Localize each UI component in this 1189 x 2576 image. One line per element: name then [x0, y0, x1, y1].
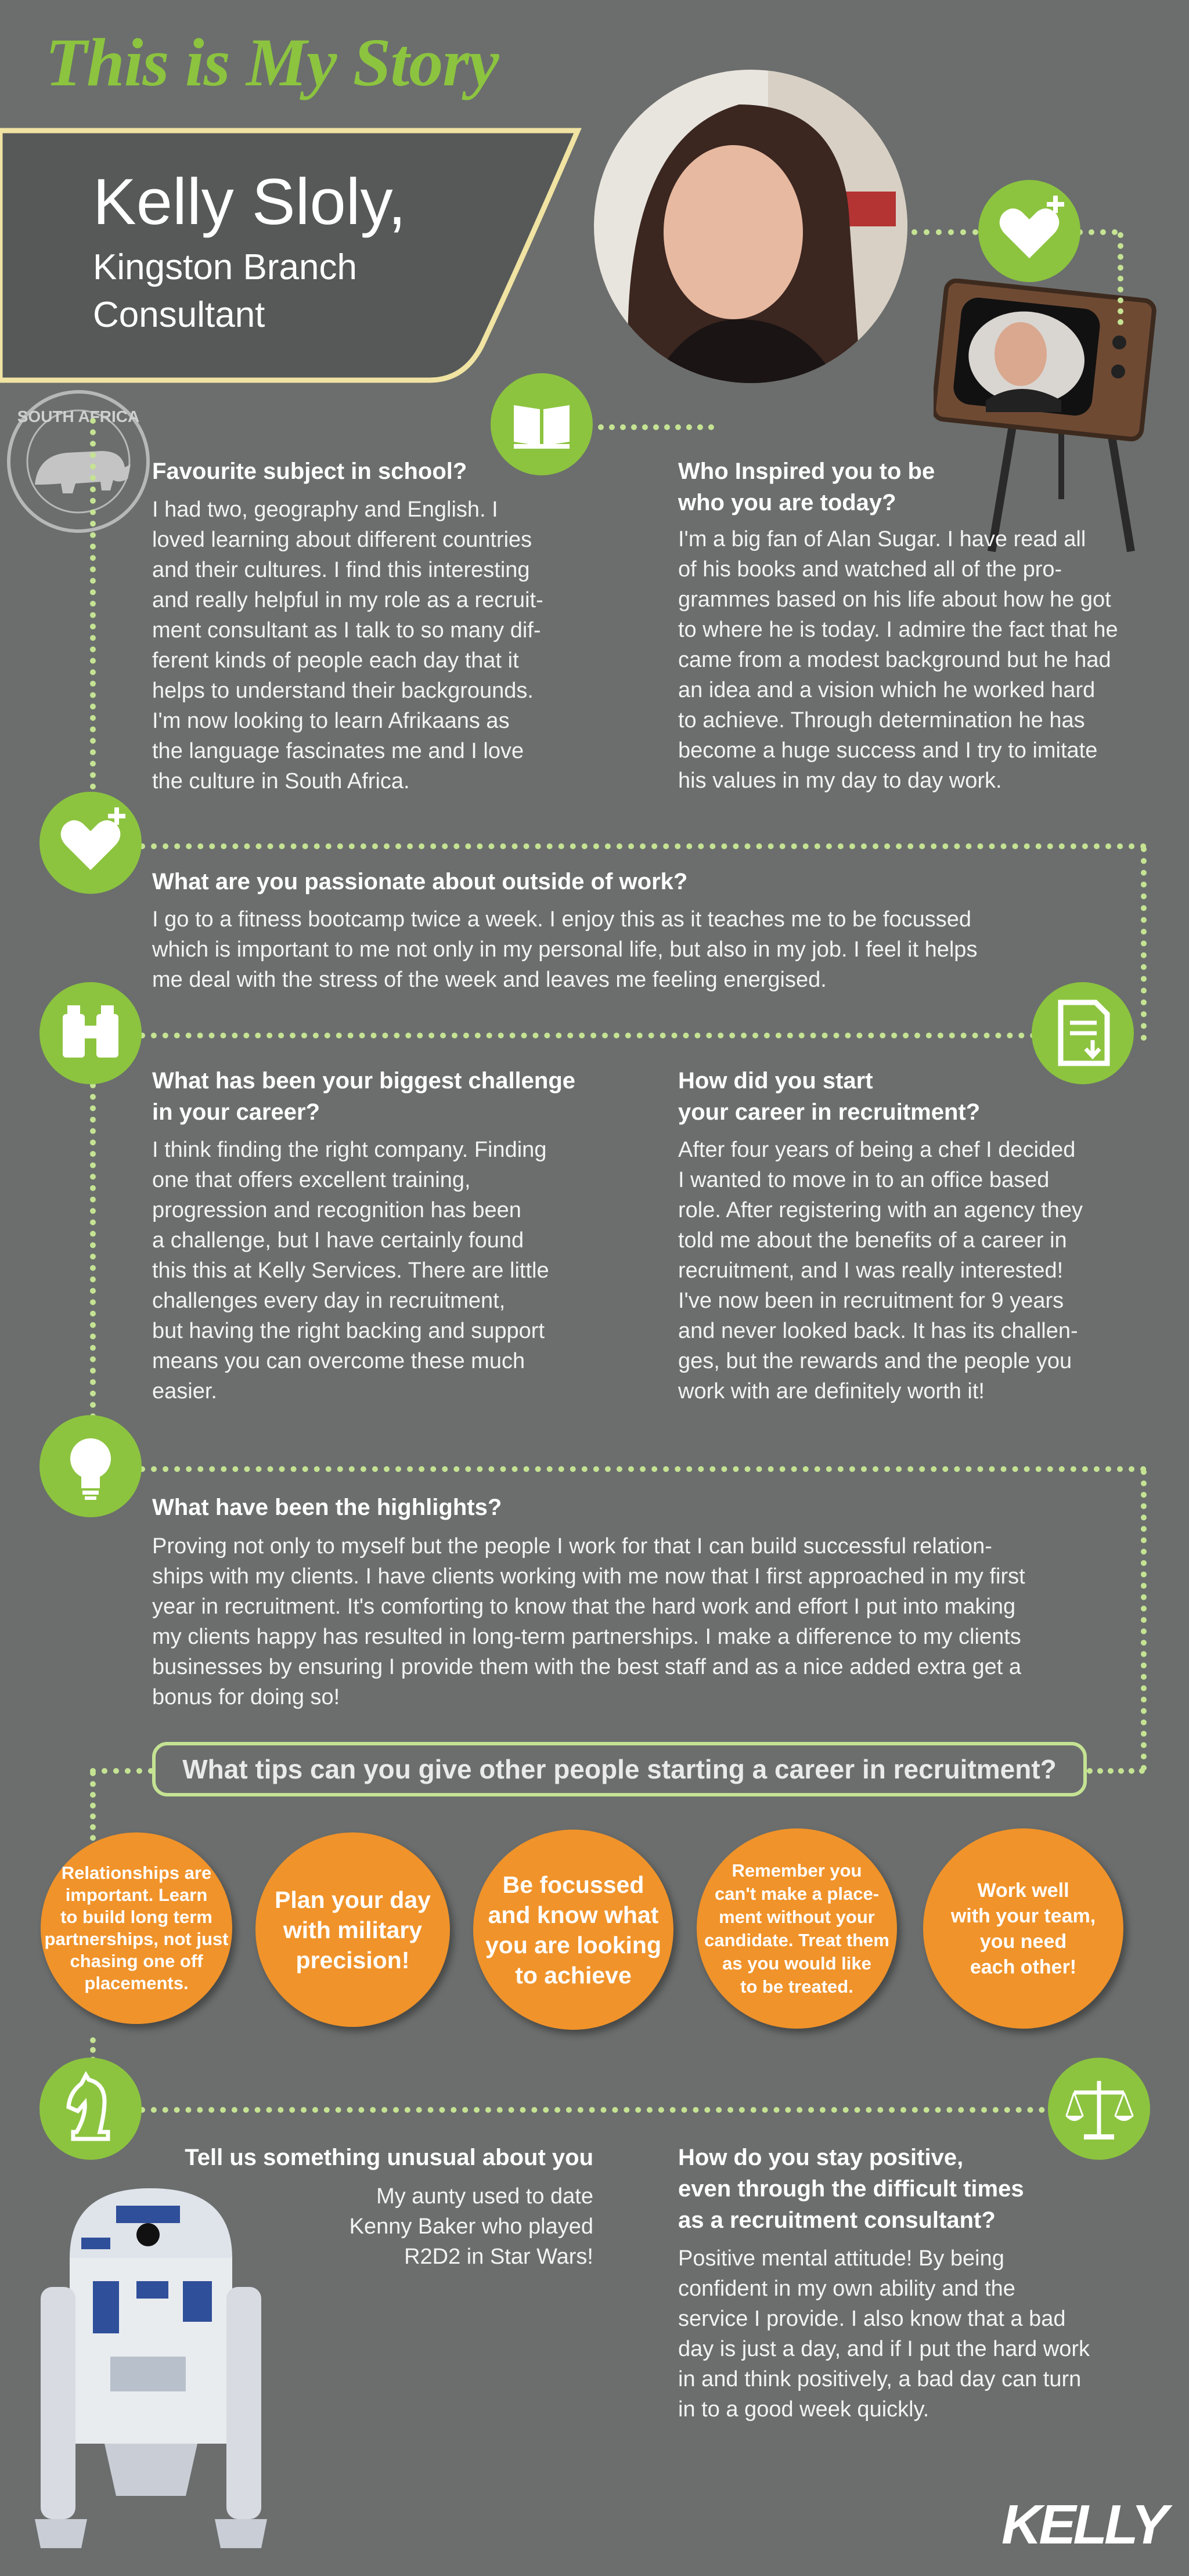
- question-start: [678, 1065, 1119, 1128]
- question-inspired: [678, 456, 1026, 518]
- answer-line: I wanted to move in to an office based: [678, 1168, 1050, 1192]
- answer-line: R2D2 in Star Wars!: [404, 2245, 593, 2269]
- question-tips: What tips can you give other people starting a career in recruitment?: [182, 1754, 1057, 1784]
- answer-highlights: [152, 1531, 1127, 1712]
- answer-line: which is important to me not only in my personal life, but also in my job. I feel it helps: [152, 937, 978, 962]
- lightbulb-icon: [39, 1415, 142, 1517]
- answer-line: Kenny Baker who played: [349, 2214, 593, 2239]
- answer-line: helps to understand their backgrounds.: [152, 679, 534, 703]
- question-line: even through the difficult times: [678, 2176, 1024, 2202]
- role-line: Consultant: [93, 295, 265, 335]
- answer-line: I go to a fitness bootcamp twice a week. I enjoy this as it teaches me to be focussed: [152, 907, 971, 932]
- person-name: Kelly Sloly,: [93, 165, 406, 238]
- tip-circle: [697, 1828, 897, 2029]
- profile-photo: [594, 70, 907, 383]
- dotted-connector: [1141, 846, 1147, 1041]
- answer-line: become a huge success and I try to imitate: [678, 738, 1098, 763]
- tip-line: Relationships are: [61, 1863, 212, 1883]
- answer-line: told me about the benefits of a career in: [678, 1228, 1067, 1253]
- question-line: your career in recruitment?: [678, 1099, 981, 1125]
- answer-line: year in recruitment. It's comforting to know that the hard work and effort I put into making: [152, 1594, 1016, 1619]
- answer-line: the culture in South Africa.: [152, 769, 410, 793]
- question-line: What has been your biggest challenge: [152, 1068, 576, 1094]
- answer-line: My aunty used to date: [376, 2184, 593, 2209]
- answer-line: day is just a day, and if I put the hard work: [678, 2337, 1090, 2361]
- dotted-connector: [90, 418, 96, 801]
- answer-line: work with are definitely worth it!: [678, 1379, 985, 1404]
- question-positive: [678, 2142, 1119, 2236]
- answer-line: role. After registering with an agency they: [678, 1198, 1083, 1222]
- heart-plus-icon: [978, 180, 1080, 282]
- tip-line: precision!: [296, 1946, 410, 1974]
- answer-line: ferent kinds of people each day that it: [152, 648, 519, 673]
- tip-line: important. Learn: [65, 1885, 208, 1905]
- answer-line: his values in my day to day work.: [678, 769, 1002, 793]
- robot-icon: [35, 2171, 279, 2554]
- answer-line: After four years of being a chef I decided: [678, 1138, 1076, 1162]
- question-highlights: What have been the highlights?: [152, 1495, 502, 1520]
- dotted-connector: [1141, 1469, 1147, 1771]
- answer-line: easier.: [152, 1379, 217, 1404]
- question-line: Who Inspired you to be: [678, 459, 935, 484]
- answer-line: in to a good week quickly.: [678, 2397, 929, 2422]
- question-line: who you are today?: [678, 490, 896, 515]
- tip-line: you are looking: [485, 1931, 661, 1958]
- dotted-connector: [598, 424, 714, 430]
- answer-positive: [678, 2243, 1166, 2425]
- tip-line: Remember you: [732, 1860, 862, 1881]
- answer-line: my clients happy has resulted in long-term partnerships. I make a difference to my clients: [152, 1625, 1021, 1649]
- question-unusual: Tell us something unusual about you: [185, 2145, 593, 2170]
- dotted-connector: [139, 2107, 1057, 2113]
- tip-circle: [255, 1832, 450, 2027]
- tip-line: candidate. Treat them: [704, 1929, 889, 1950]
- answer-line: I had two, geography and English. I: [152, 497, 498, 522]
- dotted-connector: [90, 1083, 96, 1431]
- tip-circle: [923, 1828, 1123, 2029]
- answer-line: a challenge, but I have certainly found: [152, 1228, 524, 1253]
- heart-plus-icon: [39, 792, 142, 894]
- answer-line: to achieve. Through determination he has: [678, 708, 1085, 733]
- answer-passion: [152, 904, 1110, 995]
- answer-school: [152, 495, 628, 796]
- binoculars-icon: [39, 982, 142, 1084]
- south-africa-stamp: [3, 386, 154, 537]
- answer-line: the language fascinates me and I love: [152, 739, 524, 763]
- tip-line: Be focussed: [502, 1871, 644, 1898]
- answer-line: grammes based on his life about how he got: [678, 587, 1111, 612]
- answer-challenge: [152, 1135, 628, 1406]
- tip-line: you need: [979, 1930, 1067, 1953]
- answer-line: to where he is today. I admire the fact that he: [678, 618, 1118, 642]
- dotted-connector: [139, 1033, 1036, 1038]
- tip-circle: [473, 1830, 673, 2030]
- dotted-connector: [90, 1768, 154, 1774]
- answer-line: and really helpful in my role as a recruit-: [152, 588, 543, 612]
- kelly-logo: KELLY: [1001, 2494, 1166, 2556]
- answer-line: but having the right backing and support: [152, 1319, 545, 1343]
- answer-line: Positive mental attitude! By being: [678, 2246, 1004, 2271]
- answer-line: service I provide. I also know that a bad: [678, 2307, 1066, 2331]
- answer-line: this this at Kelly Services. There are little: [152, 1258, 549, 1283]
- question-line: as a recruitment consultant?: [678, 2207, 996, 2233]
- answer-line: in and think positively, a bad day can turn: [678, 2367, 1082, 2391]
- answer-inspired: [678, 524, 1172, 796]
- answer-line: and their cultures. I find this interesting: [152, 558, 530, 582]
- tip-line: to achieve: [515, 1961, 632, 1989]
- tip-line: ment without your: [719, 1906, 875, 1927]
- answer-line: challenges every day in recruitment,: [152, 1289, 506, 1313]
- answer-line: ment consultant as I talk to so many dif-: [152, 618, 541, 643]
- answer-line: one that offers excellent training,: [152, 1168, 471, 1192]
- dotted-connector: [1077, 229, 1118, 235]
- answer-line: an idea and a vision which he worked hard: [678, 678, 1096, 702]
- page-title: This is My Story: [45, 24, 499, 100]
- answer-line: ships with my clients. I have clients working with me now that I first approached in my first: [152, 1564, 1025, 1589]
- answer-line: businesses by ensuring I provide them with the best staff and as a nice added extra get a: [152, 1655, 1021, 1679]
- dotted-connector: [139, 843, 1147, 849]
- answer-line: bonus for doing so!: [152, 1685, 340, 1709]
- answer-line: and never looked back. It has its challen-: [678, 1319, 1078, 1343]
- tip-line: as you would like: [722, 1953, 871, 1974]
- answer-line: recruitment, and I was really interested!: [678, 1258, 1064, 1283]
- tip-line: each other!: [970, 1956, 1077, 1978]
- answer-line: of his books and watched all of the pro-: [678, 557, 1062, 582]
- answer-line: me deal with the stress of the week and leaves me feeling energised.: [152, 968, 827, 992]
- tip-line: partnerships, not just: [44, 1929, 229, 1949]
- answer-line: Proving not only to myself but the people I work for that I can build successful relation-: [152, 1534, 992, 1558]
- answer-line: loved learning about different countries: [152, 528, 532, 552]
- answer-line: I've now been in recruitment for 9 years: [678, 1289, 1064, 1313]
- dotted-connector: [139, 1466, 1147, 1472]
- question-school: Favourite subject in school?: [152, 459, 467, 484]
- question-line: How did you start: [678, 1068, 873, 1094]
- answer-line: ges, but the rewards and the people you: [678, 1349, 1072, 1373]
- dotted-connector: [1118, 232, 1123, 325]
- tip-line: to be treated.: [740, 1976, 853, 1997]
- answer-start: [678, 1135, 1166, 1406]
- answer-line: I'm a big fan of Alan Sugar. I have read all: [678, 527, 1086, 551]
- tip-line: to build long term: [60, 1907, 212, 1927]
- tip-line: chasing one off: [70, 1951, 203, 1971]
- answer-line: came from a modest background but he had: [678, 648, 1111, 672]
- question-line: in your career?: [152, 1099, 320, 1125]
- role-line: Kingston Branch: [93, 247, 357, 287]
- chess-knight-icon: [39, 2058, 142, 2160]
- question-challenge: [152, 1065, 628, 1128]
- answer-line: I'm now looking to learn Afrikaans as: [152, 709, 510, 733]
- tip-line: with your team,: [950, 1904, 1096, 1927]
- tip-line: and know what: [488, 1901, 659, 1928]
- tip-line: Work well: [977, 1879, 1069, 1902]
- question-line: How do you stay positive,: [678, 2145, 964, 2170]
- tip-line: placements.: [84, 1973, 189, 1993]
- dotted-connector: [911, 229, 978, 235]
- stamp-text: SOUTH AFRICA: [17, 407, 140, 425]
- answer-line: confident in my own ability and the: [678, 2276, 1015, 2301]
- answer-line: means you can overcome these much: [152, 1349, 525, 1373]
- tip-line: Plan your day: [275, 1886, 431, 1913]
- answer-line: I think finding the right company. Finding: [152, 1138, 547, 1162]
- person-role: [93, 244, 453, 339]
- tip-line: with military: [283, 1916, 423, 1943]
- dotted-connector: [1087, 1768, 1145, 1774]
- dotted-connector: [90, 1770, 96, 1852]
- question-passion: What are you passionate about outside of work?: [152, 869, 688, 894]
- answer-line: progression and recognition has been: [152, 1198, 521, 1222]
- tip-circle: [41, 1832, 232, 2024]
- tip-line: can't make a place-: [714, 1883, 880, 1904]
